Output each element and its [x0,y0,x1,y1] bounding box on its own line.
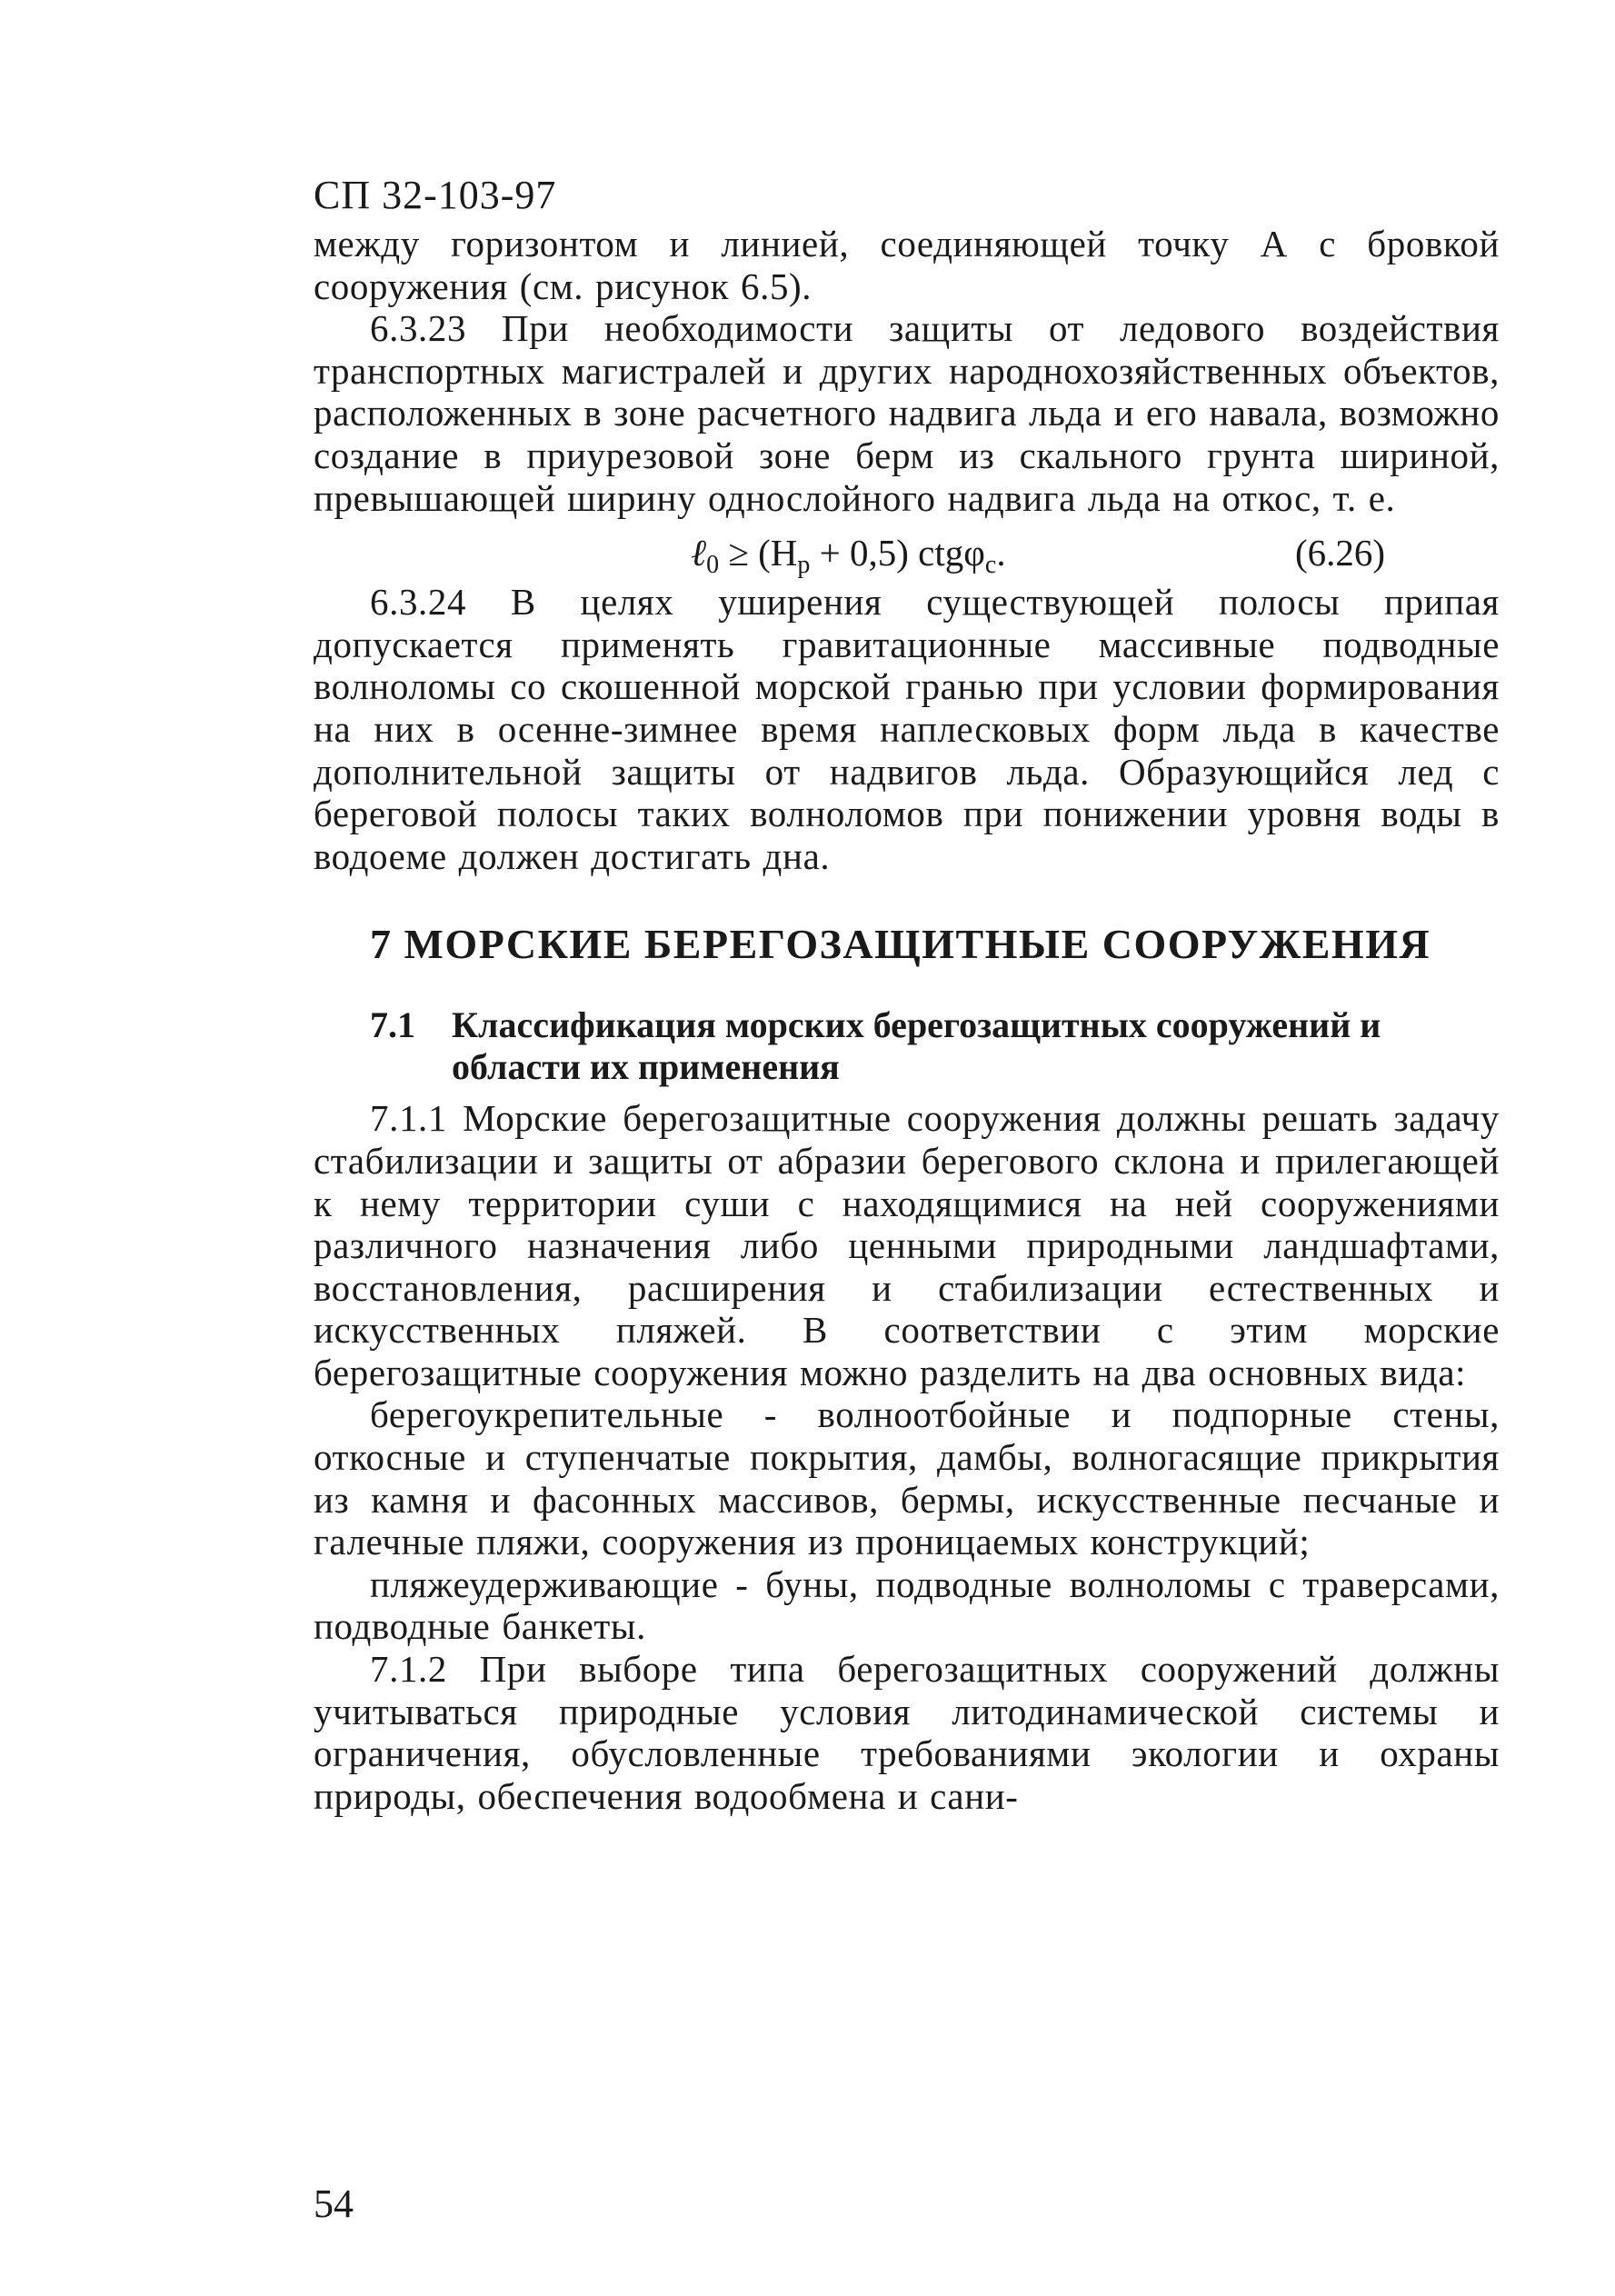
subsection-title [370,1004,1500,1088]
section-title: 7 МОРСКИЕ БЕРЕГОЗАЩИТНЫЕ СООРУЖЕНИЯ [370,921,1431,968]
formula-phi-sub: c [984,551,997,580]
formula-6-26 [314,526,1500,580]
subsection-number: 7.1 [370,1004,415,1046]
list-item-bank-protection: берегоукрепительные - волноотбойные и подпорные стены, откосные и ступенчатые покрытия, дамбы, волногасящие прикрытия из камня и фасонных массивов, бермы, искусственные песчаные и галечные пляжи, сооружения из проницаемых конструкций; [314,1393,1500,1563]
list-item-beach-retaining: пляжеудерживающие - буны, подводные волноломы с траверсами, подводные банкеты. [314,1562,1500,1648]
formula-number: (6.26) [1295,532,1386,574]
formula-lhs-sub: 0 [706,551,720,580]
subsection-text: Классификация морских берегозащитных сооружений и области их применения [452,1004,1381,1088]
formula-end: . [996,532,1006,574]
paragraph-7-1-1: 7.1.1 Морские берегозащитные сооружения должны решать задачу стабилизации и защиты от абразии берегового склона и прилегающей к нему территории суши с находящимися на ней сооружениями различного назначения либо ценными природными ландшафтами, восстановления, расширения и стабилизации естественных и искусственных пляжей. В соответствии с этим морские берегозащитные сооружения можно разделить на два основных вида: [314,1097,1500,1393]
formula-relation: ≥ (H [719,532,798,574]
document-page [314,168,1500,1817]
paragraph-continuation: между горизонтом и линией, соединяющей точку А с бровкой сооружения (см. рисунок 6.5). [314,223,1500,307]
page-number: 54 [314,2181,354,2226]
paragraph-6-3-24: 6.3.24 В целях уширения существующей полосы припая допускается применять гравитационные массивные подводные волноломы со скошенной морской гранью при условии формирования на них в осенне-зимнее время наплесковых форм льда в качестве дополнительной защиты от надвигов льда. Образующийся лед с береговой полосы таких волноломов при понижении уровня воды в водоеме должен достигать дна. [314,581,1500,877]
formula-h-sub: p [797,551,811,580]
formula-rest: + 0,5) ctgφ [810,532,985,574]
formula-expression [691,532,1006,587]
formula-lhs: ℓ [691,532,707,574]
paragraph-7-1-2: 7.1.2 При выборе типа берегозащитных сооружений должны учитываться природные условия литодинамической системы и ограничения, обусловленные требованиями экологии и охраны природы, обеспечения водообмена и сани- [314,1648,1500,1817]
running-header: СП 32-103-97 [314,173,557,217]
paragraph-6-3-23: 6.3.23 При необходимости защиты от ледового воздействия транспортных магистралей и других народнохозяйственных объектов, расположенных в зоне расчетного надвига льда и его навала, возможно создание в приурезовой зоне берм из скального грунта шириной, превышающей ширину однослойного надвига льда на откос, т. е. [314,307,1500,519]
